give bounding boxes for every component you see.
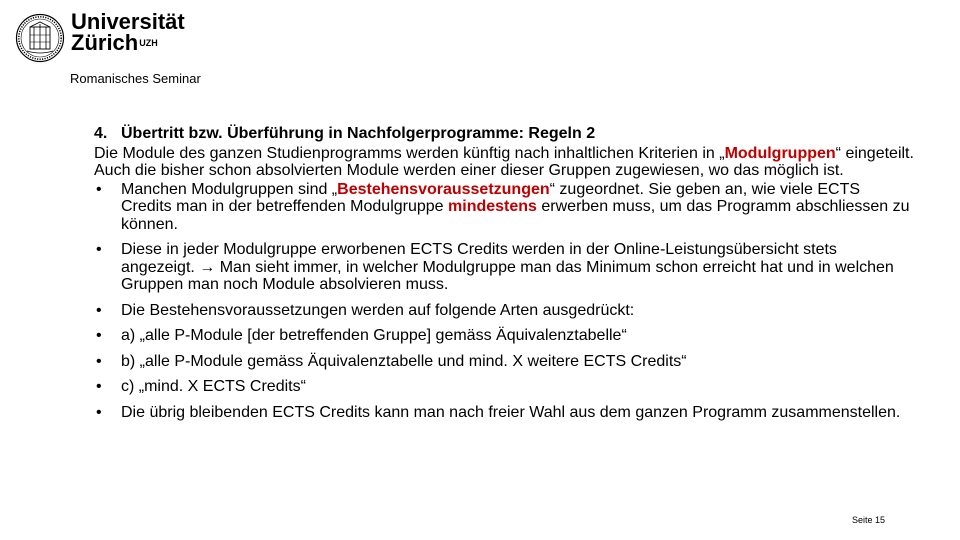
bullet-text: erwerben muss, um das Programm abschliessen zu können. xyxy=(121,198,910,233)
list-item xyxy=(94,378,914,396)
intro-text-1: Die Module des ganzen Studienprogramms werden künftig nach inhaltlichen Kriterien in „ xyxy=(94,144,725,162)
university-seal-icon xyxy=(15,13,65,63)
list-item xyxy=(94,404,914,422)
institute-name: Romanisches Seminar xyxy=(70,71,201,86)
list-item xyxy=(94,302,914,320)
slide-content xyxy=(94,125,914,421)
bullet-text: “ zugeordnet. Sie geben an, wie viele ECTS Credits man in der betreffenden Modulgruppe xyxy=(121,180,861,215)
university-logo-text xyxy=(71,11,185,53)
bullet-text: b) „alle P-Module gemäss Äquivalenztabelle und mind. X weitere ECTS Credits“ xyxy=(121,352,687,370)
bullet-text: Die Bestehensvoraussetzungen werden auf folgende Arten ausgedrückt: xyxy=(121,301,635,319)
heading-text: Übertritt bzw. Überführung in Nachfolgerprogramme: Regeln 2 xyxy=(121,125,596,142)
heading-number: 4. xyxy=(94,125,108,142)
bullet-glyph: • xyxy=(96,403,102,421)
list-item xyxy=(94,241,914,294)
intro-highlight-modulgruppen: Modulgruppen xyxy=(724,144,836,162)
highlight-bestehensvoraussetzungen: Bestehensvoraussetzungen xyxy=(337,180,550,198)
logo-line-2-text: Zürich xyxy=(71,30,139,55)
page-number: Seite 15 xyxy=(852,515,886,525)
bullet-text: a) „alle P-Module [der betreffenden Gruppe] gemäss Äquivalenztabelle“ xyxy=(121,327,627,344)
list-item xyxy=(94,353,914,371)
logo-mark: UZH xyxy=(139,38,158,48)
bullet-text: c) „mind. X ECTS Credits“ xyxy=(121,378,306,395)
logo-line-2 xyxy=(71,32,185,53)
bullet-glyph: • xyxy=(96,180,102,198)
bullet-list xyxy=(94,181,914,422)
bullet-text: Die übrig bleibenden ECTS Credits kann man nach freier Wahl aus dem ganzen Programm zusammenstellen. xyxy=(121,403,901,421)
bullet-text: Diese in jeder Modulgruppe erworbenen ECTS Credits werden in der Online-Leistungsübersicht stets angezeigt. → Man sieht immer, in welcher Modulgruppe man das Minimum schon erreicht hat und in welchen Gruppen man noch Module absolvieren muss. xyxy=(121,241,894,293)
logo-line-1: Universität xyxy=(71,9,185,34)
bullet-glyph: • xyxy=(96,241,102,258)
bullet-glyph: • xyxy=(96,352,102,370)
bullet-glyph: • xyxy=(96,327,102,344)
bullet-glyph: • xyxy=(96,378,102,395)
list-item xyxy=(94,181,914,234)
bullet-glyph: • xyxy=(96,301,102,319)
list-item xyxy=(94,327,914,345)
bullet-text: Manchen Modulgruppen sind „ xyxy=(121,180,338,198)
intro-text-2: “ eingeteilt. Auch die bisher schon absolvierten Module werden einer dieser Gruppen zugewiesen, wo das möglich ist. xyxy=(94,144,914,179)
highlight-mindestens: mindestens xyxy=(448,198,537,215)
slide-heading xyxy=(94,125,914,143)
intro-paragraph xyxy=(94,145,914,180)
